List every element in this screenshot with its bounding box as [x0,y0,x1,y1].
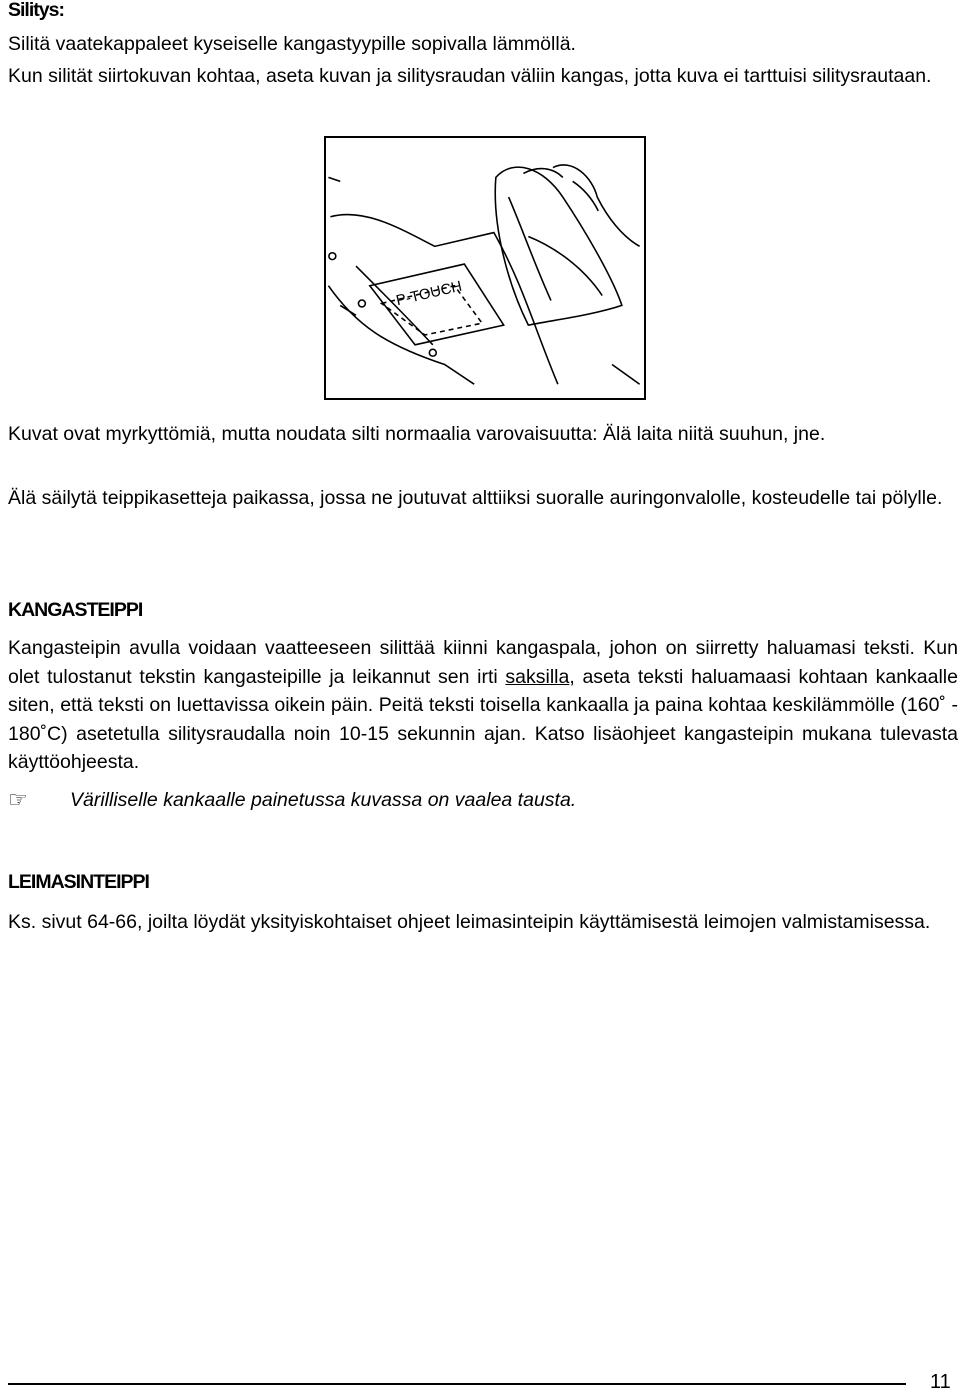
ironing-paragraph-1: Silitä vaatekappaleet kyseiselle kangastyypille sopivalla lämmöllä. [8,33,576,55]
fabric-tape-text-2: , aseta teksti haluamaasi kohtaan kankaalle siten, että teksti on luettavissa oikein päin. Peitä teksti toisella kankaalla ja paina kohtaa keskilämmölle (160˚ - 180˚C) asetetulla silitysraudalla noin 10-15 sekunnin ajan. Katso lisäohjeet kangasteipin mukana tulevasta käyttöohjeesta. [8,665,958,773]
iron-detail [509,197,551,300]
stamp-tape-paragraph: Ks. sivut 64-66, joilta löydät yksityiskohtaiset ohjeet leimasinteipin käyttämisestä leimojen valmistamisessa. [8,911,931,933]
button-icon [329,253,336,260]
stamp-tape-heading: LEIMASINTEIPPI [8,871,149,893]
safety-paragraph-1: Kuvat ovat myrkyttömiä, mutta noudata silti normaalia varovaisuutta: Älä laita niitä suuhun, jne. [8,423,826,445]
fabric-tape-heading: KANGASTEIPPI [8,599,143,621]
pointing-hand-icon: ☞ [8,787,28,812]
shirt-seam [356,266,433,345]
p-touch-label: P-TOUCH [394,278,464,310]
ironing-illustration [324,136,646,400]
shirt-stitch [340,305,356,315]
iron-body [495,167,622,325]
fabric-tape-underlined-word: saksilla [505,665,570,688]
footer-rule [8,1383,906,1385]
ironing-illustration-svg [326,138,644,398]
hand-finger [573,181,599,211]
page-number: 11 [930,1371,951,1393]
button-icon [429,349,436,356]
fabric-outline [330,215,558,385]
ironing-paragraph-2: Kun silität siirtokuvan kohtaa, aseta kuvan ja silitysraudan väliin kangas, jotta kuva ei tarttuisi silitysrautaan. [8,65,932,87]
ironing-heading: Silitys: [8,0,64,21]
safety-paragraph-2: Älä säilytä teippikasetteja paikassa, jossa ne joutuvat alttiiksi suoralle auringonvalolle, kosteudelle tai pölylle. [8,487,943,509]
button-icon [358,300,365,307]
iron-soleplate [528,236,602,295]
fabric-tape-text-1: Kangasteipin avulla voidaan vaatteeseen silittää kiinni kangaspala, johon on siirretty haluamasi teksti. Kun olet tulostanut tekstin kangasteipille ja leikannut sen irti [8,637,958,688]
fabric-tape-paragraph [8,634,958,777]
hand-outline [523,165,639,246]
label-patch [370,264,504,345]
fabric-tape-note-text: Värilliselle kankaalle painetussa kuvassa on vaalea tausta. [70,789,577,811]
motion-line [328,177,639,384]
